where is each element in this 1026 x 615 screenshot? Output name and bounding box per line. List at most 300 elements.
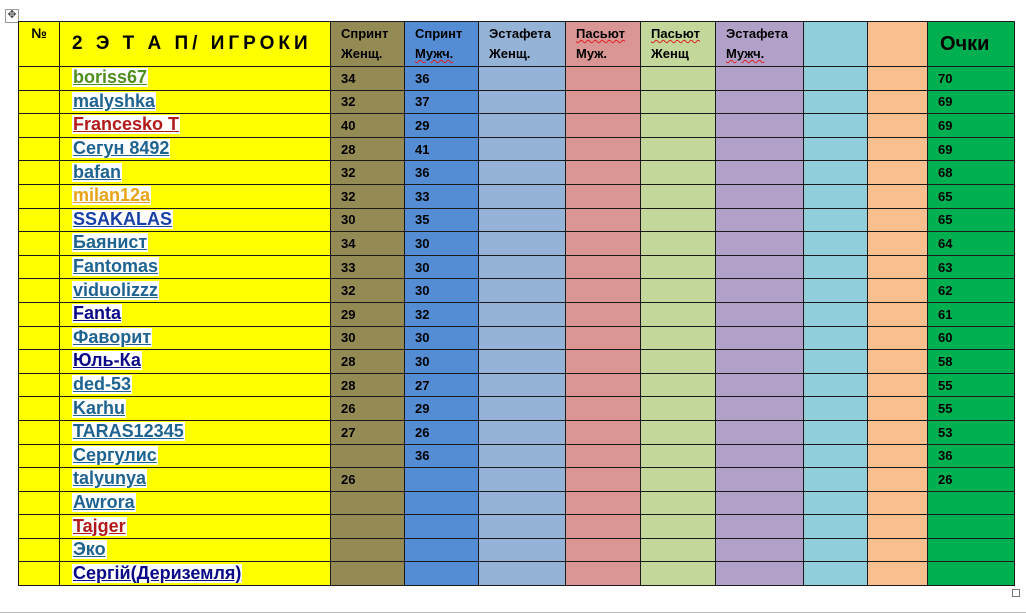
cell-number xyxy=(19,444,60,468)
header-pursuit-men xyxy=(566,22,641,67)
cell-relay-women xyxy=(479,397,566,421)
cell-pursuit-women xyxy=(641,491,716,515)
header-blank-2 xyxy=(868,22,928,67)
cell-blank-1 xyxy=(804,208,868,232)
cell-relay-women xyxy=(479,90,566,114)
cell-pursuit-men xyxy=(566,137,641,161)
header-relay-women-l2: Женщ. xyxy=(489,46,531,61)
cell-pursuit-women xyxy=(641,350,716,374)
player-name-link[interactable]: milan12a xyxy=(73,185,151,206)
cell-sprint-men: 30 xyxy=(405,255,479,279)
player-name-link[interactable]: Баянист xyxy=(73,232,148,253)
cell-player xyxy=(60,208,331,232)
cell-blank-2 xyxy=(868,161,928,185)
cell-sprint-men xyxy=(405,538,479,562)
cell-points: 64 xyxy=(928,232,1015,256)
table-row xyxy=(19,114,1015,138)
cell-pursuit-women xyxy=(641,208,716,232)
cell-pursuit-women xyxy=(641,67,716,91)
player-name-link[interactable]: Сергій(Дериземля) xyxy=(73,562,242,583)
cell-sprint-men: 29 xyxy=(405,114,479,138)
cell-relay-men xyxy=(716,208,804,232)
cell-pursuit-women xyxy=(641,90,716,114)
cell-points: 61 xyxy=(928,302,1015,326)
cell-sprint-women: 30 xyxy=(331,208,405,232)
cell-points: 69 xyxy=(928,90,1015,114)
cell-pursuit-women xyxy=(641,184,716,208)
cell-points: 63 xyxy=(928,255,1015,279)
cell-blank-2 xyxy=(868,232,928,256)
cell-relay-men xyxy=(716,67,804,91)
cell-points: 60 xyxy=(928,326,1015,350)
player-name-link[interactable]: viduolizzz xyxy=(73,279,158,300)
cell-pursuit-women xyxy=(641,255,716,279)
header-pursuit-men-l2: Муж. xyxy=(576,46,608,61)
header-pursuit-women-l2: Женщ xyxy=(651,46,689,61)
cell-sprint-women xyxy=(331,444,405,468)
cell-points xyxy=(928,515,1015,539)
cell-number xyxy=(19,90,60,114)
cell-blank-2 xyxy=(868,90,928,114)
cell-pursuit-men xyxy=(566,326,641,350)
cell-blank-1 xyxy=(804,302,868,326)
header-relay-men-l1: Эстафета xyxy=(726,26,788,41)
cell-number xyxy=(19,114,60,138)
cell-pursuit-men xyxy=(566,444,641,468)
cell-relay-women xyxy=(479,232,566,256)
cell-number xyxy=(19,562,60,586)
player-name-link[interactable]: Fanta xyxy=(73,303,122,324)
cell-pursuit-men xyxy=(566,397,641,421)
cell-number xyxy=(19,397,60,421)
cell-relay-men xyxy=(716,232,804,256)
cell-player xyxy=(60,444,331,468)
cell-sprint-women xyxy=(331,562,405,586)
cell-sprint-men: 26 xyxy=(405,420,479,444)
cell-blank-1 xyxy=(804,279,868,303)
cell-blank-2 xyxy=(868,279,928,303)
cell-blank-1 xyxy=(804,255,868,279)
table-row xyxy=(19,444,1015,468)
player-name-link[interactable]: TARAS12345 xyxy=(73,421,184,442)
cell-sprint-men xyxy=(405,562,479,586)
cell-sprint-women xyxy=(331,491,405,515)
cell-relay-men xyxy=(716,468,804,492)
cell-player xyxy=(60,491,331,515)
header-sprint-men xyxy=(405,22,479,67)
cell-sprint-women: 32 xyxy=(331,161,405,185)
header-pursuit-men-l1: Пасьют xyxy=(576,26,625,41)
table-row xyxy=(19,491,1015,515)
cell-blank-1 xyxy=(804,444,868,468)
cell-pursuit-women xyxy=(641,137,716,161)
cell-player xyxy=(60,515,331,539)
cell-number xyxy=(19,161,60,185)
cell-blank-2 xyxy=(868,373,928,397)
cell-sprint-men: 30 xyxy=(405,326,479,350)
cell-blank-2 xyxy=(868,491,928,515)
cell-sprint-men: 29 xyxy=(405,397,479,421)
cell-player xyxy=(60,373,331,397)
cell-relay-men xyxy=(716,161,804,185)
table-row xyxy=(19,515,1015,539)
cell-pursuit-men xyxy=(566,420,641,444)
cell-relay-men xyxy=(716,279,804,303)
table-row xyxy=(19,302,1015,326)
cell-blank-1 xyxy=(804,515,868,539)
cell-player xyxy=(60,350,331,374)
cell-pursuit-men xyxy=(566,114,641,138)
cell-relay-women xyxy=(479,184,566,208)
cell-sprint-women: 28 xyxy=(331,373,405,397)
cell-relay-men xyxy=(716,562,804,586)
cell-player xyxy=(60,184,331,208)
cell-number xyxy=(19,279,60,303)
player-name-link[interactable]: Francesko T xyxy=(73,114,180,135)
cell-blank-2 xyxy=(868,562,928,586)
cell-pursuit-women xyxy=(641,538,716,562)
player-name-link[interactable]: Awrora xyxy=(73,491,135,512)
cell-relay-women xyxy=(479,279,566,303)
cell-blank-1 xyxy=(804,114,868,138)
cell-blank-1 xyxy=(804,90,868,114)
cell-sprint-women: 40 xyxy=(331,114,405,138)
cell-sprint-men: 36 xyxy=(405,161,479,185)
cell-pursuit-women xyxy=(641,232,716,256)
cell-relay-women xyxy=(479,444,566,468)
cell-relay-men xyxy=(716,137,804,161)
table-row xyxy=(19,208,1015,232)
table-row xyxy=(19,90,1015,114)
header-title: 2 Э Т А П/ ИГРОКИ xyxy=(60,22,331,67)
cell-relay-men xyxy=(716,420,804,444)
cell-player xyxy=(60,67,331,91)
cell-sprint-men: 30 xyxy=(405,232,479,256)
cell-sprint-men: 30 xyxy=(405,279,479,303)
cell-sprint-women: 27 xyxy=(331,420,405,444)
cell-sprint-women: 29 xyxy=(331,302,405,326)
cell-points: 26 xyxy=(928,468,1015,492)
player-name-link[interactable]: SSAKALAS xyxy=(73,208,173,229)
cell-sprint-men: 36 xyxy=(405,67,479,91)
cell-blank-2 xyxy=(868,515,928,539)
cell-pursuit-men xyxy=(566,255,641,279)
cell-sprint-women: 32 xyxy=(331,279,405,303)
cell-points: 62 xyxy=(928,279,1015,303)
cell-player xyxy=(60,90,331,114)
cell-sprint-men: 37 xyxy=(405,90,479,114)
cell-relay-women xyxy=(479,420,566,444)
cell-blank-2 xyxy=(868,538,928,562)
cell-number xyxy=(19,255,60,279)
cell-player xyxy=(60,468,331,492)
cell-pursuit-women xyxy=(641,326,716,350)
cell-sprint-women: 28 xyxy=(331,350,405,374)
cell-points xyxy=(928,491,1015,515)
cell-blank-2 xyxy=(868,397,928,421)
cell-number xyxy=(19,302,60,326)
cell-pursuit-women xyxy=(641,302,716,326)
cell-number xyxy=(19,491,60,515)
table-row xyxy=(19,279,1015,303)
cell-blank-1 xyxy=(804,562,868,586)
header-sprint-women-l2: Женщ. xyxy=(341,46,383,61)
table-row xyxy=(19,232,1015,256)
cell-sprint-men: 33 xyxy=(405,184,479,208)
header-pursuit-women xyxy=(641,22,716,67)
cell-sprint-men: 35 xyxy=(405,208,479,232)
cell-blank-1 xyxy=(804,232,868,256)
cell-pursuit-men xyxy=(566,562,641,586)
cell-number xyxy=(19,515,60,539)
cell-relay-women xyxy=(479,161,566,185)
player-name-link[interactable]: Karhu xyxy=(73,397,126,418)
header-relay-women-l1: Эстафета xyxy=(489,26,551,41)
cell-points: 69 xyxy=(928,137,1015,161)
cell-relay-men xyxy=(716,90,804,114)
cell-relay-men xyxy=(716,538,804,562)
cell-player xyxy=(60,562,331,586)
cell-number xyxy=(19,350,60,374)
table-row xyxy=(19,255,1015,279)
cell-relay-men xyxy=(716,373,804,397)
cell-sprint-men xyxy=(405,515,479,539)
cell-relay-men xyxy=(716,255,804,279)
player-name-link[interactable]: boriss67 xyxy=(73,67,148,88)
cell-blank-2 xyxy=(868,184,928,208)
cell-blank-1 xyxy=(804,67,868,91)
header-pursuit-women-l1: Пасьют xyxy=(651,26,700,41)
cell-sprint-women: 32 xyxy=(331,90,405,114)
cell-sprint-women: 34 xyxy=(331,232,405,256)
cell-relay-women xyxy=(479,302,566,326)
cell-pursuit-women xyxy=(641,397,716,421)
cell-sprint-men: 30 xyxy=(405,350,479,374)
player-name-link[interactable]: malyshka xyxy=(73,90,156,111)
cell-points xyxy=(928,562,1015,586)
player-name-link[interactable]: Tajger xyxy=(73,515,126,536)
header-points: Очки xyxy=(928,22,1015,67)
cell-pursuit-men xyxy=(566,90,641,114)
cell-relay-men xyxy=(716,302,804,326)
cell-number xyxy=(19,326,60,350)
cell-blank-2 xyxy=(868,255,928,279)
cell-blank-2 xyxy=(868,420,928,444)
cell-relay-women xyxy=(479,491,566,515)
cell-pursuit-women xyxy=(641,562,716,586)
cell-blank-1 xyxy=(804,468,868,492)
cell-points: 55 xyxy=(928,373,1015,397)
cell-relay-women xyxy=(479,350,566,374)
cell-pursuit-men xyxy=(566,184,641,208)
cell-relay-women xyxy=(479,538,566,562)
cell-blank-2 xyxy=(868,326,928,350)
cell-points: 69 xyxy=(928,114,1015,138)
cell-blank-2 xyxy=(868,114,928,138)
table-row xyxy=(19,397,1015,421)
cell-pursuit-men xyxy=(566,468,641,492)
table-row xyxy=(19,350,1015,374)
header-relay-men-l2: Мужч. xyxy=(726,46,765,61)
cell-blank-1 xyxy=(804,326,868,350)
table-row xyxy=(19,184,1015,208)
cell-relay-women xyxy=(479,515,566,539)
header-relay-women xyxy=(479,22,566,67)
cell-player xyxy=(60,114,331,138)
cell-blank-1 xyxy=(804,491,868,515)
cell-pursuit-women xyxy=(641,279,716,303)
cell-player xyxy=(60,420,331,444)
cell-relay-men xyxy=(716,491,804,515)
cell-sprint-women xyxy=(331,515,405,539)
cell-relay-women xyxy=(479,208,566,232)
cell-pursuit-women xyxy=(641,373,716,397)
header-number: № xyxy=(19,22,60,67)
cell-pursuit-men xyxy=(566,279,641,303)
cell-points: 70 xyxy=(928,67,1015,91)
player-name-link[interactable]: Эко xyxy=(73,539,106,560)
cell-sprint-men xyxy=(405,491,479,515)
table-row xyxy=(19,562,1015,586)
cell-points: 65 xyxy=(928,208,1015,232)
cell-player xyxy=(60,161,331,185)
cell-blank-2 xyxy=(868,67,928,91)
player-name-link[interactable]: Юль-Ка xyxy=(73,350,141,371)
table-row xyxy=(19,161,1015,185)
cell-sprint-men: 27 xyxy=(405,373,479,397)
cell-points xyxy=(928,538,1015,562)
cell-pursuit-men xyxy=(566,515,641,539)
cell-number xyxy=(19,67,60,91)
cell-relay-men xyxy=(716,350,804,374)
cell-sprint-women: 30 xyxy=(331,326,405,350)
table-row xyxy=(19,538,1015,562)
cell-relay-women xyxy=(479,137,566,161)
cell-relay-women xyxy=(479,468,566,492)
cell-blank-1 xyxy=(804,137,868,161)
cell-player xyxy=(60,137,331,161)
cell-sprint-women: 34 xyxy=(331,67,405,91)
table-row xyxy=(19,373,1015,397)
table-move-handle-icon[interactable]: ✥ xyxy=(5,9,19,23)
cell-player xyxy=(60,538,331,562)
cell-points: 36 xyxy=(928,444,1015,468)
cell-sprint-women: 26 xyxy=(331,468,405,492)
cell-pursuit-men xyxy=(566,373,641,397)
cell-blank-1 xyxy=(804,397,868,421)
cell-sprint-women xyxy=(331,538,405,562)
cell-blank-1 xyxy=(804,373,868,397)
player-name-link[interactable]: Fantomas xyxy=(73,256,159,277)
cell-relay-women xyxy=(479,562,566,586)
cell-relay-men xyxy=(716,444,804,468)
table-row xyxy=(19,137,1015,161)
cell-blank-1 xyxy=(804,350,868,374)
cell-pursuit-women xyxy=(641,420,716,444)
cell-pursuit-men xyxy=(566,232,641,256)
cell-pursuit-men xyxy=(566,491,641,515)
cell-number xyxy=(19,137,60,161)
cell-number xyxy=(19,420,60,444)
cell-pursuit-men xyxy=(566,350,641,374)
header-relay-men xyxy=(716,22,804,67)
cell-pursuit-men xyxy=(566,302,641,326)
cell-player xyxy=(60,232,331,256)
cell-number xyxy=(19,373,60,397)
cell-pursuit-men xyxy=(566,161,641,185)
table-resize-handle[interactable] xyxy=(1012,589,1020,597)
cell-blank-1 xyxy=(804,161,868,185)
cell-blank-1 xyxy=(804,420,868,444)
cell-relay-women xyxy=(479,373,566,397)
player-name-link[interactable]: bafan xyxy=(73,161,122,182)
player-name-link[interactable]: talyunya xyxy=(73,468,147,489)
header-sprint-women-l1: Спринт xyxy=(341,26,389,41)
cell-blank-1 xyxy=(804,538,868,562)
cell-player xyxy=(60,255,331,279)
table-row xyxy=(19,67,1015,91)
cell-number xyxy=(19,184,60,208)
cell-number xyxy=(19,208,60,232)
cell-relay-men xyxy=(716,326,804,350)
cell-points: 55 xyxy=(928,397,1015,421)
header-sprint-men-l2: Мужч. xyxy=(415,46,454,61)
cell-sprint-men: 36 xyxy=(405,444,479,468)
cell-number xyxy=(19,232,60,256)
results-table xyxy=(18,21,1015,586)
cell-pursuit-men xyxy=(566,208,641,232)
player-name-link[interactable]: ded-53 xyxy=(73,374,132,395)
cell-blank-1 xyxy=(804,184,868,208)
cell-player xyxy=(60,397,331,421)
cell-pursuit-men xyxy=(566,67,641,91)
cell-blank-2 xyxy=(868,350,928,374)
cell-blank-2 xyxy=(868,302,928,326)
player-name-link[interactable]: Сегун 8492 xyxy=(73,138,170,159)
player-name-link[interactable]: Фаворит xyxy=(73,326,152,347)
cell-relay-women xyxy=(479,67,566,91)
table-row xyxy=(19,420,1015,444)
header-sprint-men-l1: Спринт xyxy=(415,26,463,41)
cell-player xyxy=(60,279,331,303)
cell-points: 65 xyxy=(928,184,1015,208)
header-blank-1 xyxy=(804,22,868,67)
cell-sprint-women: 26 xyxy=(331,397,405,421)
cell-sprint-men: 32 xyxy=(405,302,479,326)
cell-pursuit-women xyxy=(641,515,716,539)
header-sprint-women xyxy=(331,22,405,67)
cell-number xyxy=(19,538,60,562)
cell-blank-2 xyxy=(868,468,928,492)
cell-relay-women xyxy=(479,326,566,350)
table-row xyxy=(19,326,1015,350)
cell-sprint-women: 28 xyxy=(331,137,405,161)
cell-player xyxy=(60,326,331,350)
cell-relay-women xyxy=(479,255,566,279)
cell-pursuit-women xyxy=(641,161,716,185)
cell-pursuit-men xyxy=(566,538,641,562)
table-row xyxy=(19,468,1015,492)
cell-relay-men xyxy=(716,515,804,539)
cell-pursuit-women xyxy=(641,468,716,492)
cell-sprint-men: 41 xyxy=(405,137,479,161)
cell-relay-women xyxy=(479,114,566,138)
cell-blank-2 xyxy=(868,137,928,161)
player-name-link[interactable]: Сергулис xyxy=(73,444,157,465)
cell-sprint-men xyxy=(405,468,479,492)
cell-relay-men xyxy=(716,397,804,421)
cell-player xyxy=(60,302,331,326)
